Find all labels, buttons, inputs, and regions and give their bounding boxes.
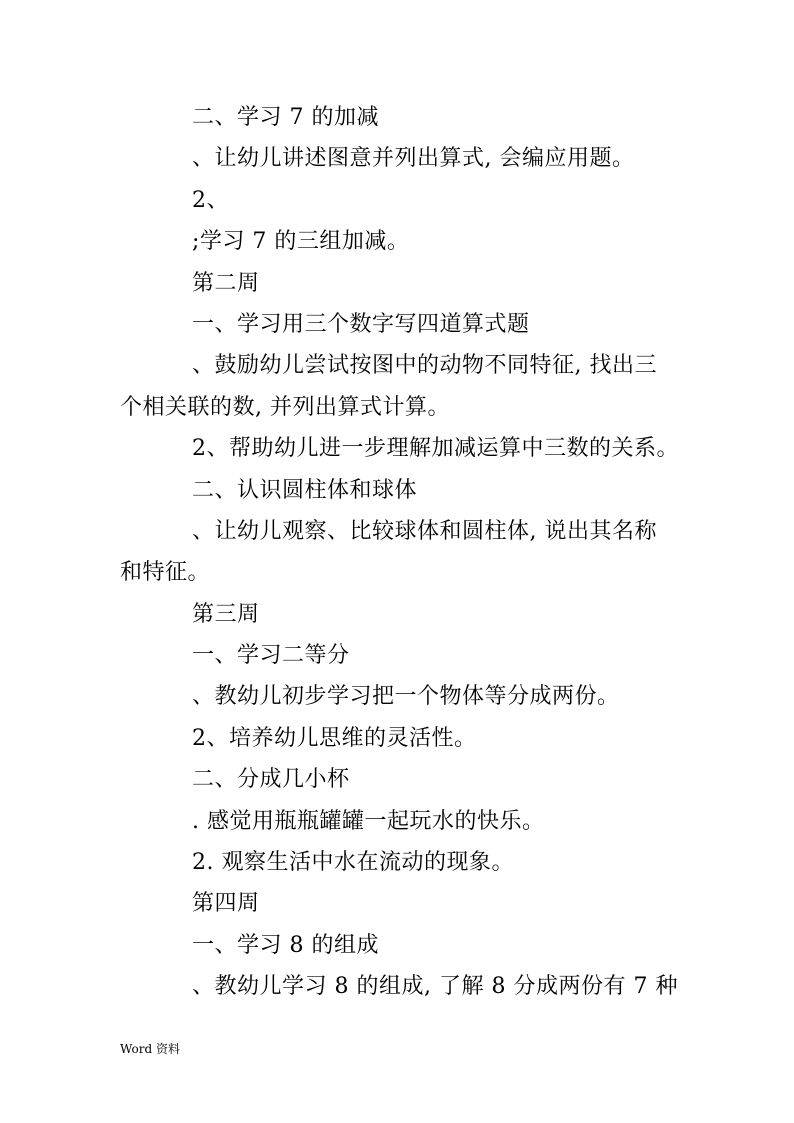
body-line: 2、培养幼儿思维的灵活性。 — [192, 725, 477, 751]
section-heading: 二、学习 7 的加减 — [192, 105, 379, 130]
body-line: 、鼓励幼儿尝试按图中的动物不同特征, 找出三 — [192, 353, 657, 379]
section-heading: 一、学习 8 的组成 — [192, 932, 379, 958]
body-line-continuation: 和特征。 — [120, 560, 211, 586]
body-line: 、让幼儿讲述图意并列出算式, 会编应用题。 — [192, 146, 635, 172]
body-line: 、让幼儿观察、比较球体和圆柱体, 说出其名称 — [192, 518, 657, 544]
body-line: 2、帮助幼儿进一步理解加减运算中三数的关系。 — [192, 436, 679, 462]
section-heading: 一、学习二等分 — [192, 643, 350, 669]
body-line-continuation: 个相关联的数, 并列出算式计算。 — [120, 394, 450, 420]
document-body — [120, 97, 680, 1008]
section-heading: 一、学习用三个数字写四道算式题 — [192, 311, 530, 337]
week-heading: 第四周 — [192, 891, 260, 917]
body-line: 、教幼儿学习 8 的组成, 了解 8 分成两份有 7 种 — [192, 974, 678, 1000]
week-heading: 第三周 — [192, 601, 260, 627]
week-heading: 第二周 — [192, 270, 260, 296]
section-heading: 二、分成几小杯 — [192, 767, 350, 793]
section-heading: 二、认识圆柱体和球体 — [192, 477, 418, 503]
body-line: ;学习 7 的三组加减。 — [192, 229, 410, 255]
body-line: 2、 — [192, 187, 229, 213]
body-line: . 感觉用瓶瓶罐罐一起玩水的快乐。 — [192, 808, 545, 834]
body-line: 2. 观察生活中水在流动的现象。 — [192, 850, 514, 876]
body-line: 、教幼儿初步学习把一个物体等分成两份。 — [192, 684, 620, 710]
page-footer: Word 资料 — [120, 1042, 180, 1056]
